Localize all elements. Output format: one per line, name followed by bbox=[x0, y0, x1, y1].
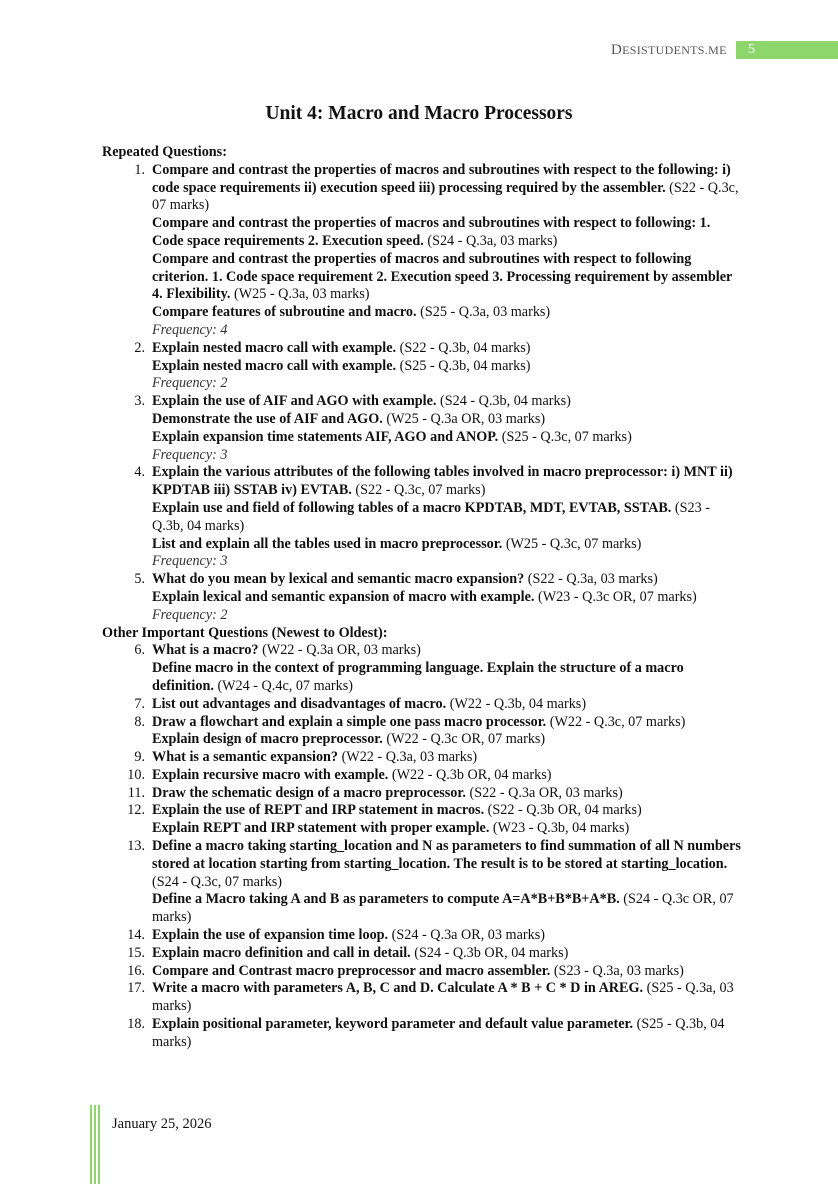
question-reference: (W25 - Q.3a OR, 03 marks) bbox=[386, 410, 546, 427]
question-item bbox=[102, 838, 742, 927]
question-text: Compare and contrast the properties of macros and subroutines with respect to following: 1. Code space requirements 2. Execution speed. bbox=[152, 215, 711, 249]
question-entry bbox=[152, 642, 742, 660]
question-number: 17. bbox=[127, 980, 145, 997]
section-heading-repeated: Repeated Questions: bbox=[102, 144, 227, 160]
question-reference: (S25 - Q.3a, 03 marks) bbox=[152, 980, 734, 1015]
question-entry bbox=[152, 304, 742, 322]
question-reference: (S22 - Q.3a OR, 03 marks) bbox=[469, 784, 623, 801]
question-text: Compare and Contrast macro preprocessor and macro assembler. bbox=[152, 962, 551, 979]
question-number: 16. bbox=[127, 962, 145, 979]
question-text: Explain macro definition and call in detail. bbox=[152, 944, 411, 961]
question-entry bbox=[152, 838, 742, 891]
document-body bbox=[102, 144, 742, 1052]
question-item bbox=[102, 714, 742, 750]
question-reference: (W22 - Q.3a, 03 marks) bbox=[341, 749, 478, 766]
question-item bbox=[102, 162, 742, 340]
question-entry bbox=[152, 411, 742, 429]
frequency-label: Frequency: 2 bbox=[152, 606, 228, 623]
question-entry bbox=[152, 429, 742, 447]
question-reference: (S24 - Q.3b, 04 marks) bbox=[440, 393, 571, 410]
question-entry bbox=[152, 215, 742, 251]
question-text: Draw a flowchart and explain a simple one pass macro processor. bbox=[152, 713, 547, 730]
question-reference: (S23 - Q.3b, 04 marks) bbox=[152, 499, 710, 534]
question-number: 6. bbox=[134, 642, 145, 659]
frequency-label: Frequency: 3 bbox=[152, 553, 228, 570]
question-text: Compare features of subroutine and macro. bbox=[152, 304, 417, 321]
question-text: Explain the use of REPT and IRP statement in macros. bbox=[152, 802, 485, 819]
question-text: Define a Macro taking A and B as parameters to compute A=A*B+B*B+A*B. bbox=[152, 891, 620, 908]
question-entry bbox=[152, 963, 742, 981]
question-number: 14. bbox=[127, 927, 145, 944]
question-reference: (W24 - Q.4c, 07 marks) bbox=[217, 677, 353, 694]
question-text: Explain recursive macro with example. bbox=[152, 766, 389, 783]
question-reference: (S25 - Q.3a, 03 marks) bbox=[420, 304, 551, 321]
question-text: Explain the various attributes of the following tables involved in macro preprocessor: i) MNT ii) KPDTAB iii) SSTAB iv) EVTAB. bbox=[152, 464, 733, 499]
question-item bbox=[102, 642, 742, 695]
question-text: Compare and contrast the properties of macros and subroutines with respect to following criterion. 1. Code space requirement 2. Execution speed 3. Processing requirement by assembler 4. Flexibility. bbox=[152, 250, 733, 303]
question-reference: (W23 - Q.3b, 04 marks) bbox=[492, 820, 630, 837]
question-item bbox=[102, 696, 742, 714]
question-text: Write a macro with parameters A, B, C and D. Calculate A * B + C * D in AREG. bbox=[152, 980, 644, 997]
question-text: Demonstrate the use of AIF and AGO. bbox=[152, 410, 383, 427]
question-entry bbox=[152, 980, 742, 1016]
question-reference: (S25 - Q.3b, 04 marks) bbox=[152, 1016, 725, 1050]
question-reference: (S24 - Q.3c, 07 marks) bbox=[152, 873, 283, 890]
question-text: List out advantages and disadvantages of macro. bbox=[152, 695, 447, 712]
question-item bbox=[102, 945, 742, 963]
question-entry bbox=[152, 785, 742, 803]
question-number: 7. bbox=[134, 695, 145, 712]
question-number: 13. bbox=[127, 838, 145, 855]
question-entry bbox=[152, 500, 742, 536]
question-reference: (S22 - Q.3c, 07 marks) bbox=[355, 482, 486, 499]
question-reference: (W23 - Q.3c OR, 07 marks) bbox=[537, 588, 697, 605]
question-item bbox=[102, 767, 742, 785]
question-number: 18. bbox=[127, 1016, 145, 1033]
question-reference: (W22 - Q.3c, 07 marks) bbox=[549, 713, 686, 730]
question-reference: (W22 - Q.3a OR, 03 marks) bbox=[262, 642, 421, 659]
site-name bbox=[611, 42, 727, 59]
question-item bbox=[102, 785, 742, 803]
question-text: What is a macro? bbox=[152, 642, 259, 659]
question-reference: (W25 - Q.3c, 07 marks) bbox=[505, 535, 642, 552]
question-text: Explain nested macro call with example. bbox=[152, 339, 397, 356]
footer-line bbox=[90, 1105, 92, 1184]
question-entry bbox=[152, 749, 742, 767]
question-text: Draw the schematic design of a macro preprocessor. bbox=[152, 784, 466, 801]
question-reference: (S24 - Q.3c OR, 07 marks) bbox=[152, 891, 734, 926]
question-entry bbox=[152, 393, 742, 411]
question-text: What is a semantic expansion? bbox=[152, 749, 339, 766]
question-reference: (W22 - Q.3b, 04 marks) bbox=[449, 695, 587, 712]
site-name-dot: . bbox=[704, 43, 709, 57]
question-entry bbox=[152, 536, 742, 554]
question-reference: (S22 - Q.3b, 04 marks) bbox=[399, 339, 531, 356]
question-entry bbox=[152, 1016, 742, 1052]
question-item bbox=[102, 1016, 742, 1052]
question-text: List and explain all the tables used in macro preprocessor. bbox=[152, 535, 503, 552]
question-item bbox=[102, 980, 742, 1016]
question-reference: (W22 - Q.3c OR, 07 marks) bbox=[386, 731, 546, 748]
question-entry bbox=[152, 767, 742, 785]
question-item bbox=[102, 464, 742, 571]
question-text: Explain the use of expansion time loop. bbox=[152, 927, 389, 944]
section-heading-other: Other Important Questions (Newest to Oldest): bbox=[102, 624, 388, 641]
question-item bbox=[102, 571, 742, 624]
question-entry bbox=[152, 660, 742, 696]
other-questions-list bbox=[102, 642, 742, 1051]
question-number: 9. bbox=[134, 749, 145, 766]
question-item bbox=[102, 340, 742, 393]
question-number: 12. bbox=[127, 802, 145, 819]
question-number: 3. bbox=[134, 393, 145, 410]
question-entry bbox=[152, 714, 742, 732]
page-number: 5 bbox=[748, 42, 755, 57]
question-reference: (S23 - Q.3a, 03 marks) bbox=[553, 962, 684, 979]
question-reference: (S22 - Q.3a, 03 marks) bbox=[527, 571, 658, 588]
question-entry bbox=[152, 820, 742, 838]
page-number-bar bbox=[736, 41, 838, 59]
question-reference: (S24 - Q.3b OR, 04 marks) bbox=[414, 944, 569, 961]
site-name-rest: ESISTUDENTS bbox=[622, 43, 705, 57]
question-entry bbox=[152, 945, 742, 963]
frequency-label: Frequency: 2 bbox=[152, 375, 228, 392]
question-number: 2. bbox=[134, 339, 145, 356]
question-entry bbox=[152, 162, 742, 215]
question-text: What do you mean by lexical and semantic macro expansion? bbox=[152, 571, 525, 588]
question-reference: (S25 - Q.3b, 04 marks) bbox=[399, 357, 531, 374]
question-entry bbox=[152, 891, 742, 927]
question-item bbox=[102, 393, 742, 464]
question-entry bbox=[152, 696, 742, 714]
question-entry bbox=[152, 571, 742, 589]
question-entry bbox=[152, 251, 742, 304]
question-number: 11. bbox=[127, 784, 145, 801]
question-number: 15. bbox=[127, 944, 145, 961]
frequency-label: Frequency: 3 bbox=[152, 446, 228, 463]
question-text: Explain nested macro call with example. bbox=[152, 357, 397, 374]
question-reference: (W22 - Q.3b OR, 04 marks) bbox=[391, 766, 552, 783]
question-number: 5. bbox=[134, 571, 145, 588]
question-text: Explain lexical and semantic expansion of macro with example. bbox=[152, 588, 535, 605]
question-text: Define a macro taking starting_location and N as parameters to find summation of all N numbers stored at location starting from starting_location. The result is to be stored at starting_location. bbox=[152, 838, 741, 872]
question-entry bbox=[152, 731, 742, 749]
question-item bbox=[102, 963, 742, 981]
question-text: Explain design of macro preprocessor. bbox=[152, 731, 383, 748]
question-reference: (S22 - Q.3b OR, 04 marks) bbox=[487, 802, 642, 819]
frequency-label: Frequency: 4 bbox=[152, 321, 228, 338]
page-title: Unit 4: Macro and Macro Processors bbox=[265, 103, 573, 124]
site-name-initial: D bbox=[611, 42, 623, 58]
footer-line bbox=[98, 1105, 100, 1184]
question-entry bbox=[152, 464, 742, 500]
question-text: Define macro in the context of programming language. Explain the structure of a macro definition. bbox=[152, 660, 684, 694]
question-text: Explain REPT and IRP statement with proper example. bbox=[152, 820, 490, 837]
footer-decorative-lines bbox=[90, 1105, 100, 1184]
question-reference: (S24 - Q.3a, 03 marks) bbox=[427, 232, 558, 249]
question-number: 10. bbox=[127, 766, 145, 783]
question-entry bbox=[152, 927, 742, 945]
question-text: Explain expansion time statements AIF, AGO and ANOP. bbox=[152, 428, 499, 445]
question-reference: (S22 - Q.3c, 07 marks) bbox=[152, 179, 739, 214]
question-text: Explain positional parameter, keyword parameter and default value parameter. bbox=[152, 1016, 634, 1033]
repeated-questions-list bbox=[102, 162, 742, 625]
question-item bbox=[102, 927, 742, 945]
question-text: Explain use and field of following tables of a macro KPDTAB, MDT, EVTAB, SSTAB. bbox=[152, 499, 672, 516]
question-number: 4. bbox=[134, 464, 145, 481]
question-text: Explain the use of AIF and AGO with example. bbox=[152, 393, 437, 410]
question-entry bbox=[152, 589, 742, 607]
question-entry bbox=[152, 340, 742, 358]
question-item bbox=[102, 749, 742, 767]
footer-date: January 25, 2026 bbox=[112, 1116, 212, 1132]
footer-line bbox=[94, 1105, 96, 1184]
question-entry bbox=[152, 802, 742, 820]
question-number: 1. bbox=[134, 161, 145, 178]
question-text: Compare and contrast the properties of macros and subroutines with respect to the following: i) code space requirements ii) execution speed iii) processing required by the assembler. bbox=[152, 161, 731, 196]
question-reference: (S24 - Q.3a OR, 03 marks) bbox=[391, 927, 545, 944]
question-reference: (W25 - Q.3a, 03 marks) bbox=[233, 286, 370, 303]
site-name-tld: ME bbox=[708, 43, 727, 57]
question-item bbox=[102, 802, 742, 838]
question-reference: (S25 - Q.3c, 07 marks) bbox=[501, 428, 632, 445]
question-entry bbox=[152, 358, 742, 376]
question-number: 8. bbox=[134, 713, 145, 730]
